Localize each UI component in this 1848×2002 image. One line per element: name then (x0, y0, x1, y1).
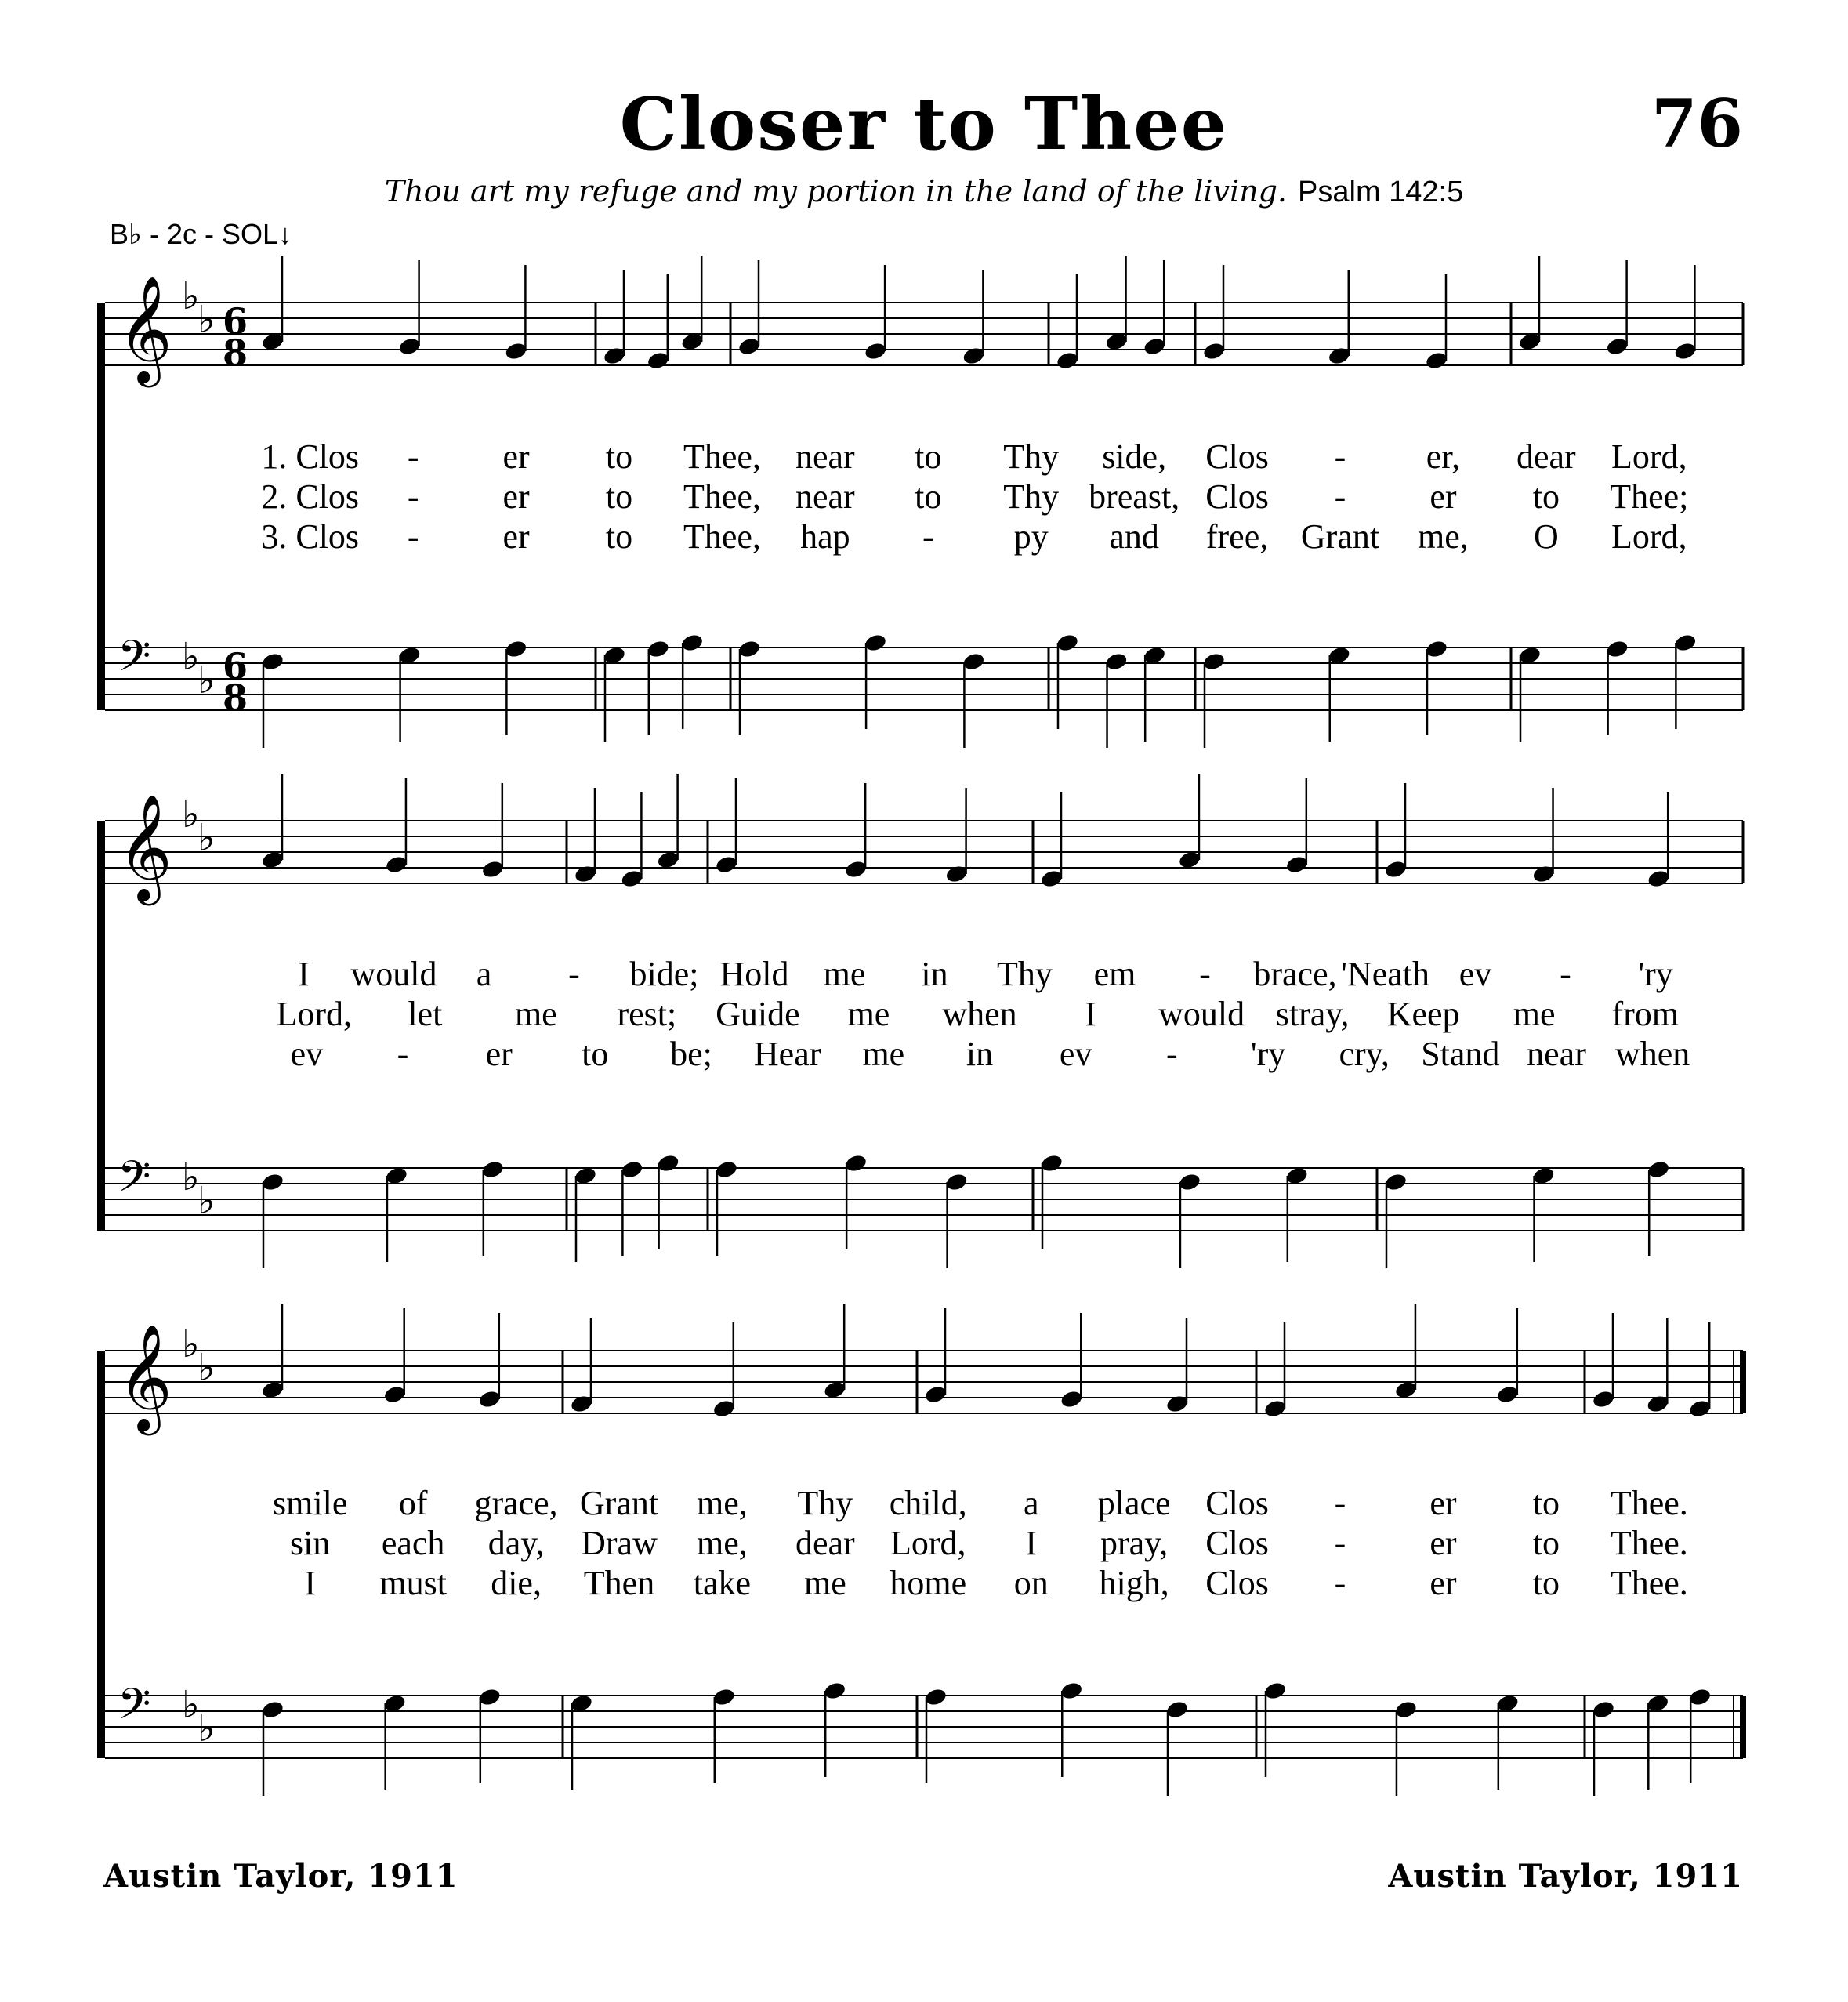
lyric-syllable: when (942, 995, 1017, 1033)
treble-notehead (1285, 854, 1310, 875)
lyric-syllable: of (398, 1484, 428, 1522)
lyric-syllable: Thy (1003, 437, 1060, 476)
time-signature-bottom: 8 (223, 332, 248, 374)
lyric-syllable: 'ry (1638, 955, 1673, 993)
lyric-syllable: me (862, 1035, 905, 1073)
key-signature-flat: ♭ (197, 1179, 216, 1223)
lyric-syllable: and (1109, 517, 1159, 556)
bass-notehead (962, 651, 986, 672)
treble-notehead (397, 336, 422, 357)
lyric-syllable: in (966, 1035, 994, 1073)
lyric-syllable: grace, (474, 1484, 558, 1522)
lyric-syllable: Grant (579, 1484, 659, 1522)
treble-notehead (1425, 350, 1449, 371)
lyric-syllable: to (915, 437, 942, 476)
lyric-hyphen: - (1334, 477, 1346, 516)
lyric-syllable: near (795, 437, 855, 476)
bass-notehead (715, 1159, 739, 1180)
lyric-syllable: Lord, (890, 1524, 966, 1562)
key-signature-flat: ♭ (182, 1155, 200, 1199)
treble-notehead (1647, 869, 1671, 889)
bass-clef: 𝄢 (118, 631, 151, 691)
lyric-syllable: near (795, 477, 855, 516)
lyric-syllable: Thy (1003, 477, 1060, 516)
lyric-syllable: side, (1102, 437, 1167, 476)
epigraph-reference: Psalm 142:5 (1298, 176, 1464, 209)
treble-notehead (1592, 1389, 1616, 1409)
key-signature-flat: ♭ (182, 274, 200, 318)
key-signature-flat: ♭ (182, 1683, 200, 1727)
lyric-syllable: I (304, 1564, 317, 1602)
lyric-hyphen: - (1166, 1035, 1178, 1073)
key-signature-flat: ♭ (182, 635, 200, 679)
bass-notehead (478, 1687, 502, 1707)
treble-notehead (478, 1389, 502, 1409)
lyric-syllable: O (1533, 517, 1559, 556)
bass-notehead (647, 639, 671, 659)
lyric-syllable: er (502, 517, 530, 556)
bass-notehead (1178, 1172, 1202, 1192)
lyric-syllable: me, (697, 1524, 748, 1562)
treble-notehead (924, 1384, 948, 1405)
treble-notehead (647, 350, 671, 371)
lyric-syllable: me (823, 955, 866, 993)
lyric-syllable: dear (795, 1524, 855, 1562)
hymn-number: 76 (1651, 85, 1743, 162)
lyric-syllable: stray, (1275, 995, 1350, 1033)
lyric-syllable: Grant (1300, 517, 1380, 556)
lyric-syllable: home (890, 1564, 967, 1602)
lyric-syllable: place (1097, 1484, 1171, 1522)
lyric-syllable: Thee, (683, 437, 761, 476)
time-signature-top: 6 (223, 645, 248, 687)
bass-notehead (680, 633, 705, 653)
bass-notehead (1060, 1681, 1084, 1701)
treble-notehead (715, 854, 739, 875)
lyric-syllable: Clos (1205, 1564, 1269, 1602)
bass-notehead (504, 639, 528, 659)
key-signature-flat: ♭ (197, 1706, 216, 1750)
bass-notehead (864, 633, 888, 653)
lyric-syllable: in (921, 955, 948, 993)
system-brace-bar (97, 1351, 105, 1758)
lyric-syllable: day, (487, 1524, 545, 1562)
lyric-syllable: take (693, 1564, 752, 1602)
key-signature-flat: ♭ (182, 792, 200, 836)
lyric-syllable: when (1615, 1035, 1690, 1073)
lyric-syllable: Thee, (683, 477, 761, 516)
lyric-syllable: Hold (719, 955, 789, 993)
lyric-syllable: each (381, 1524, 445, 1562)
lyric-syllable: be; (670, 1035, 712, 1073)
lyric-syllable: me (1513, 995, 1556, 1033)
lyric-syllable: to (605, 477, 633, 516)
lyric-syllable: die, (491, 1564, 542, 1602)
bass-notehead (656, 1153, 680, 1173)
lyric-syllable: pray, (1100, 1524, 1169, 1562)
lyric-syllable: py (1013, 517, 1049, 556)
lyric-syllable: to (605, 517, 633, 556)
lyric-syllable: Hear (753, 1035, 821, 1073)
treble-notehead (712, 1398, 737, 1419)
lyric-syllable: Thee. (1610, 1564, 1688, 1602)
bass-notehead (261, 651, 285, 672)
lyric-syllable: breast, (1089, 477, 1180, 516)
treble-notehead (1384, 859, 1408, 880)
lyric-syllable: to (915, 477, 942, 516)
lyric-syllable: Clos (1205, 1484, 1269, 1522)
treble-notehead (603, 346, 627, 366)
lyric-hyphen: - (1334, 1524, 1346, 1562)
bass-notehead (1673, 633, 1698, 653)
treble-notehead (1605, 336, 1629, 357)
key-info: B♭ - 2c - SOL↓ (110, 218, 293, 250)
treble-notehead (574, 864, 598, 884)
lyric-syllable: would (1158, 995, 1245, 1033)
treble-clef: 𝄞 (118, 792, 172, 901)
treble-notehead (1056, 350, 1080, 371)
lyric-syllable: Keep (1386, 995, 1460, 1033)
lyric-syllable: would (350, 955, 437, 993)
lyric-hyphen: - (407, 477, 419, 516)
music-credit: Austin Taylor, 1911 (1388, 1858, 1743, 1895)
bass-notehead (1165, 1699, 1190, 1720)
bass-notehead (823, 1681, 847, 1701)
lyric-hyphen: - (1334, 1564, 1346, 1602)
lyric-syllable: Thy (797, 1484, 853, 1522)
hymn-title: Closer to Thee (619, 82, 1229, 166)
lyric-syllable: er (1429, 1564, 1457, 1602)
bass-notehead (924, 1687, 948, 1707)
key-signature-flat: ♭ (197, 816, 216, 860)
treble-notehead (385, 854, 409, 875)
treble-notehead (1688, 1398, 1712, 1419)
treble-clef: 𝄞 (118, 1322, 172, 1431)
lyric-syllable: hap (800, 517, 850, 556)
bass-notehead (844, 1153, 868, 1173)
lyric-syllable: me, (697, 1484, 748, 1522)
treble-notehead (1327, 346, 1351, 366)
lyric-syllable: from (1611, 995, 1679, 1033)
lyric-syllable: Stand (1421, 1035, 1500, 1073)
lyric-hyphen: - (1560, 955, 1571, 993)
lyric-syllable: Guide (716, 995, 800, 1033)
lyric-syllable: ev (1458, 955, 1492, 993)
lyric-syllable: 'Neath (1341, 955, 1429, 993)
lyric-syllable: to (1532, 1524, 1560, 1562)
lyric-syllable: Thee. (1610, 1524, 1688, 1562)
treble-notehead (382, 1384, 407, 1405)
treble-notehead (1202, 341, 1227, 361)
lyric-syllable: me (803, 1564, 846, 1602)
treble-notehead (1646, 1394, 1670, 1414)
bass-notehead (1384, 1172, 1408, 1192)
lyric-hyphen: - (1334, 437, 1346, 476)
lyric-syllable: to (1532, 1564, 1560, 1602)
lyric-syllable: I (1025, 1524, 1038, 1562)
lyric-hyphen: - (1334, 1484, 1346, 1522)
final-barline-thick (1740, 1351, 1746, 1413)
time-signature-bottom: 8 (223, 676, 248, 719)
lyric-syllable: er (502, 477, 530, 516)
treble-notehead (1040, 869, 1064, 889)
treble-notehead (844, 859, 868, 880)
system-brace-bar (97, 821, 105, 1231)
bass-notehead (1263, 1681, 1288, 1701)
bass-clef: 𝄢 (118, 1152, 151, 1212)
lyric-syllable: Draw (581, 1524, 658, 1562)
lyric-syllable: Then (583, 1564, 655, 1602)
treble-notehead (1496, 1384, 1520, 1405)
treble-notehead (944, 864, 969, 884)
lyric-hyphen: - (1199, 955, 1211, 993)
epigraph-text: Thou art my refuge and my portion in the land of the living. (384, 174, 1288, 209)
lyric-syllable: er (1429, 1484, 1457, 1522)
bass-notehead (737, 639, 762, 659)
lyric-syllable: on (1013, 1564, 1049, 1602)
treble-notehead (504, 341, 528, 361)
lyric-syllable: cry, (1339, 1035, 1390, 1073)
key-signature-flat: ♭ (197, 298, 216, 342)
bass-notehead (1647, 1159, 1671, 1180)
bass-notehead (1040, 1153, 1064, 1173)
key-signature-flat: ♭ (182, 1322, 200, 1366)
lyric-syllable: to (605, 437, 633, 476)
lyric-hyphen: - (922, 517, 934, 556)
lyric-syllable: me (847, 995, 890, 1033)
lyric-syllable: Thee. (1610, 1484, 1688, 1522)
treble-notehead (737, 336, 762, 357)
treble-notehead (1673, 341, 1698, 361)
treble-notehead (1531, 864, 1556, 884)
lyric-syllable: I (1085, 995, 1096, 1033)
lyric-syllable: er, (1426, 437, 1461, 476)
lyric-syllable: Thy (997, 955, 1053, 993)
bass-notehead (712, 1687, 737, 1707)
lyric-syllable: me (514, 995, 557, 1033)
system-brace-bar (97, 303, 105, 710)
bass-notehead (1394, 1699, 1419, 1720)
lyric-syllable: near (1527, 1035, 1586, 1073)
lyric-syllable: Lord, (1611, 517, 1687, 556)
lyric-syllable: let (408, 995, 443, 1033)
lyric-syllable: brace, (1253, 955, 1337, 993)
lyric-syllable: sin (290, 1524, 331, 1562)
lyric-syllable: to (582, 1035, 609, 1073)
lyric-syllable: rest; (617, 995, 677, 1033)
bass-notehead (1605, 639, 1629, 659)
treble-notehead (620, 869, 644, 889)
lyric-hyphen: - (568, 955, 580, 993)
lyric-syllable: must (379, 1564, 447, 1602)
lyric-syllable: er (485, 1035, 513, 1073)
final-barline-thick (1740, 1696, 1746, 1758)
bass-notehead (1592, 1699, 1616, 1720)
treble-notehead (481, 859, 505, 880)
lyric-syllable: Clos (1205, 437, 1269, 476)
lyric-syllable: er (1429, 1524, 1457, 1562)
lyric-syllable: bide; (629, 955, 699, 993)
lyric-hyphen: - (397, 1035, 409, 1073)
lyric-syllable: Thee; (1610, 477, 1689, 516)
time-signature-top: 6 (223, 300, 248, 343)
lyric-syllable: 3. Clos (261, 517, 360, 556)
lyric-syllable: to (1532, 1484, 1560, 1522)
lyric-syllable: em (1093, 955, 1136, 993)
bass-notehead (944, 1172, 969, 1192)
treble-notehead (1060, 1389, 1084, 1409)
lyric-syllable: child, (889, 1484, 967, 1522)
lyric-syllable: Clos (1205, 477, 1269, 516)
lyric-syllable: free, (1205, 517, 1269, 556)
lyric-syllable: er (1429, 477, 1457, 516)
treble-clef: 𝄞 (118, 274, 172, 383)
lyric-syllable: high, (1099, 1564, 1169, 1602)
bass-notehead (1688, 1687, 1712, 1707)
bass-notehead (1104, 651, 1129, 672)
treble-notehead (1143, 336, 1167, 357)
lyric-syllable: Clos (1205, 1524, 1269, 1562)
words-credit: Austin Taylor, 1911 (103, 1858, 458, 1895)
lyric-hyphen: - (407, 437, 419, 476)
lyric-syllable: 'ry (1250, 1035, 1286, 1073)
treble-notehead (1263, 1398, 1288, 1419)
lyric-syllable: a (1023, 1484, 1039, 1522)
bass-clef: 𝄢 (118, 1679, 151, 1739)
lyric-syllable: dear (1516, 437, 1576, 476)
bass-notehead (1202, 651, 1227, 672)
bass-notehead (261, 1172, 285, 1192)
lyric-syllable: Lord, (1611, 437, 1687, 476)
lyric-syllable: smile (273, 1484, 348, 1522)
treble-notehead (864, 341, 888, 361)
lyric-syllable: ev (290, 1035, 324, 1073)
lyric-syllable: to (1532, 477, 1560, 516)
treble-notehead (962, 346, 986, 366)
bass-notehead (1056, 633, 1080, 653)
lyric-syllable: a (476, 955, 492, 993)
lyric-hyphen: - (407, 517, 419, 556)
lyric-syllable: er (502, 437, 530, 476)
bass-notehead (1425, 639, 1449, 659)
lyric-syllable: 2. Clos (261, 477, 360, 516)
treble-notehead (1165, 1394, 1190, 1414)
key-signature-flat: ♭ (197, 658, 216, 702)
bass-notehead (481, 1159, 505, 1180)
bass-notehead (261, 1699, 285, 1720)
lyric-syllable: ev (1059, 1035, 1092, 1073)
treble-notehead (570, 1394, 594, 1414)
key-signature-flat: ♭ (197, 1346, 216, 1390)
lyric-syllable: me, (1418, 517, 1469, 556)
lyric-syllable: 1. Clos (261, 437, 360, 476)
lyric-syllable: Lord, (276, 995, 353, 1033)
lyric-syllable: Thee, (683, 517, 761, 556)
lyric-syllable: I (298, 955, 310, 993)
bass-notehead (620, 1159, 644, 1180)
